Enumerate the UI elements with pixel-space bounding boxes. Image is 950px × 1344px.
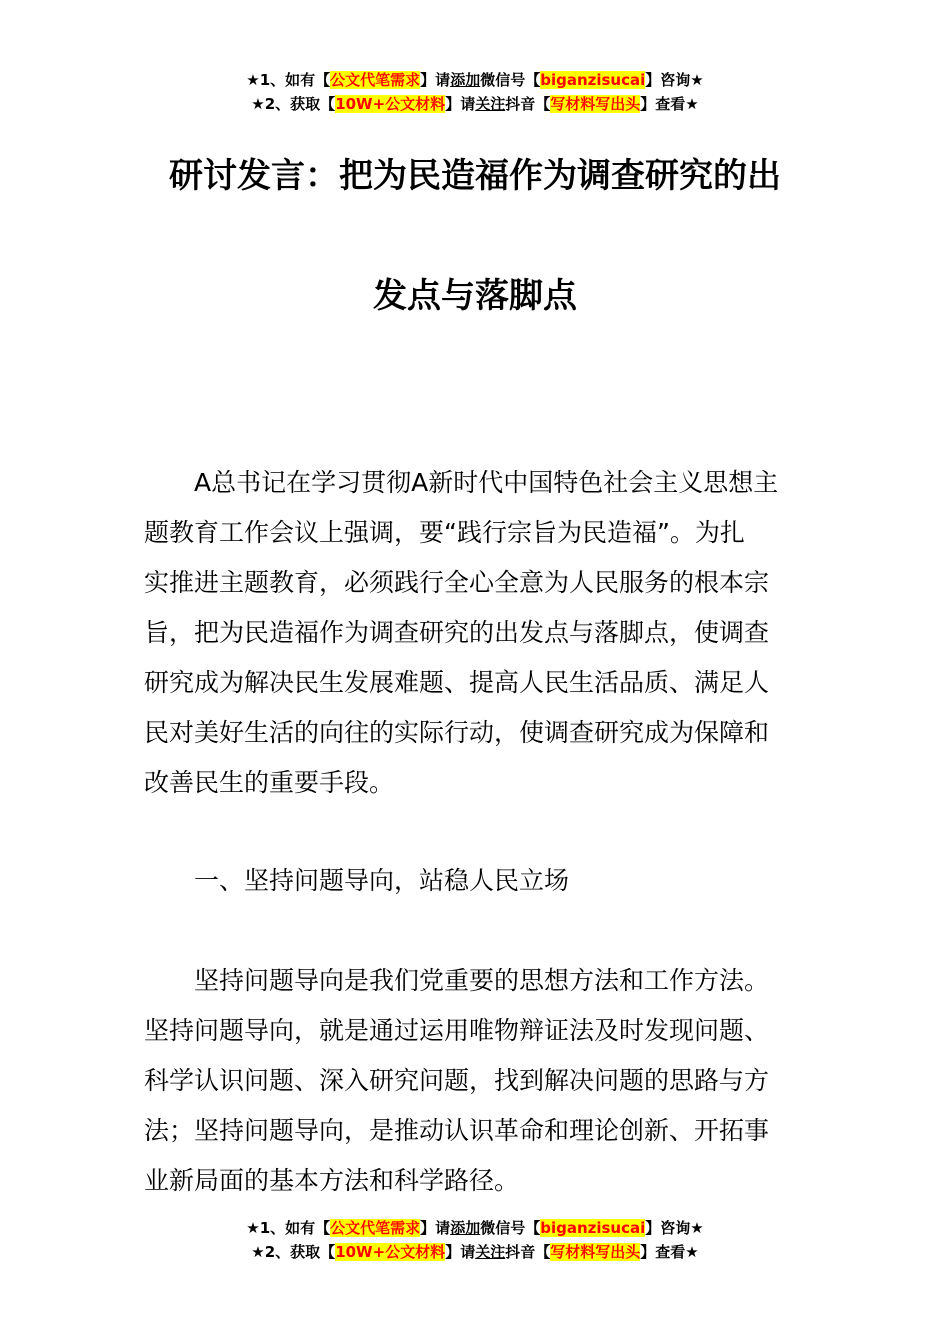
promo-douyin-id: 写材料写出头 (550, 1243, 641, 1261)
text-line: 业新局面的基本方法和科学路径。 (144, 1166, 520, 1195)
text-line: A总书记在学习贯彻A新时代中国特色社会主义思想主 (144, 468, 779, 497)
promo-underline: 添加 (450, 71, 481, 89)
promo-text: ★2、获取【 (251, 1243, 336, 1261)
promo-text: 】咨询★ (645, 71, 704, 89)
promo-banner-top (0, 68, 950, 116)
promo-text: 】查看★ (640, 95, 699, 113)
promo-text: 】请 (420, 1219, 451, 1237)
promo-text: 】查看★ (640, 1243, 699, 1261)
promo-highlight: 公文代笔需求 (330, 71, 421, 89)
text-line: 题教育工作会议上强调，要“践行宗旨为民造福”。为扎 (144, 518, 745, 547)
promo-line-2 (0, 1240, 950, 1264)
promo-highlight: 10W+公文材料 (335, 1243, 446, 1261)
promo-underline: 关注 (475, 1243, 506, 1261)
promo-line-1 (0, 68, 950, 92)
heading-text: 一、坚持问题导向，站稳人民立场 (144, 866, 570, 895)
promo-text: 】请 (445, 95, 476, 113)
document-title-line-1: 研讨发言：把为民造福作为调查研究的出 (169, 156, 781, 196)
promo-highlight: 10W+公文材料 (335, 95, 446, 113)
promo-banner-bottom (0, 1216, 950, 1264)
promo-highlight: 公文代笔需求 (330, 1219, 421, 1237)
section-heading-1 (144, 856, 808, 906)
promo-line-2 (0, 92, 950, 116)
promo-text: 微信号【 (480, 1219, 541, 1237)
text-line: 法；坚持问题导向，是推动认识革命和理论创新、开拓事 (144, 1116, 770, 1145)
promo-text: 微信号【 (480, 71, 541, 89)
promo-underline: 添加 (450, 1219, 481, 1237)
text-line: 研究成为解决民生发展难题、提高人民生活品质、满足人 (144, 668, 770, 697)
promo-wechat-id: biganzisucai (540, 1219, 646, 1237)
document-title-line-2: 发点与落脚点 (373, 276, 577, 316)
text-line: 坚持问题导向，就是通过运用唯物辩证法及时发现问题、 (144, 1016, 770, 1045)
text-line: 旨，把为民造福作为调查研究的出发点与落脚点，使调查 (144, 618, 770, 647)
promo-underline: 关注 (475, 95, 506, 113)
text-line: 实推进主题教育，必须践行全心全意为人民服务的根本宗 (144, 568, 770, 597)
promo-text: 】请 (445, 1243, 476, 1261)
text-line: 科学认识问题、深入研究问题，找到解决问题的思路与方 (144, 1066, 770, 1095)
paragraph-intro (144, 458, 808, 808)
promo-text: 抖音【 (505, 1243, 551, 1261)
paragraph-problem-orientation (144, 956, 808, 1206)
promo-line-1 (0, 1216, 950, 1240)
text-line: 民对美好生活的向往的实际行动，使调查研究成为保障和 (144, 718, 770, 747)
promo-text: ★2、获取【 (251, 95, 336, 113)
promo-text: ★1、如有【 (246, 71, 331, 89)
text-line: 改善民生的重要手段。 (144, 768, 395, 797)
promo-text: ★1、如有【 (246, 1219, 331, 1237)
promo-text: 抖音【 (505, 95, 551, 113)
promo-wechat-id: biganzisucai (540, 71, 646, 89)
promo-text: 】咨询★ (645, 1219, 704, 1237)
promo-text: 】请 (420, 71, 451, 89)
text-line: 坚持问题导向是我们党重要的思想方法和工作方法。 (144, 966, 770, 995)
promo-douyin-id: 写材料写出头 (550, 95, 641, 113)
